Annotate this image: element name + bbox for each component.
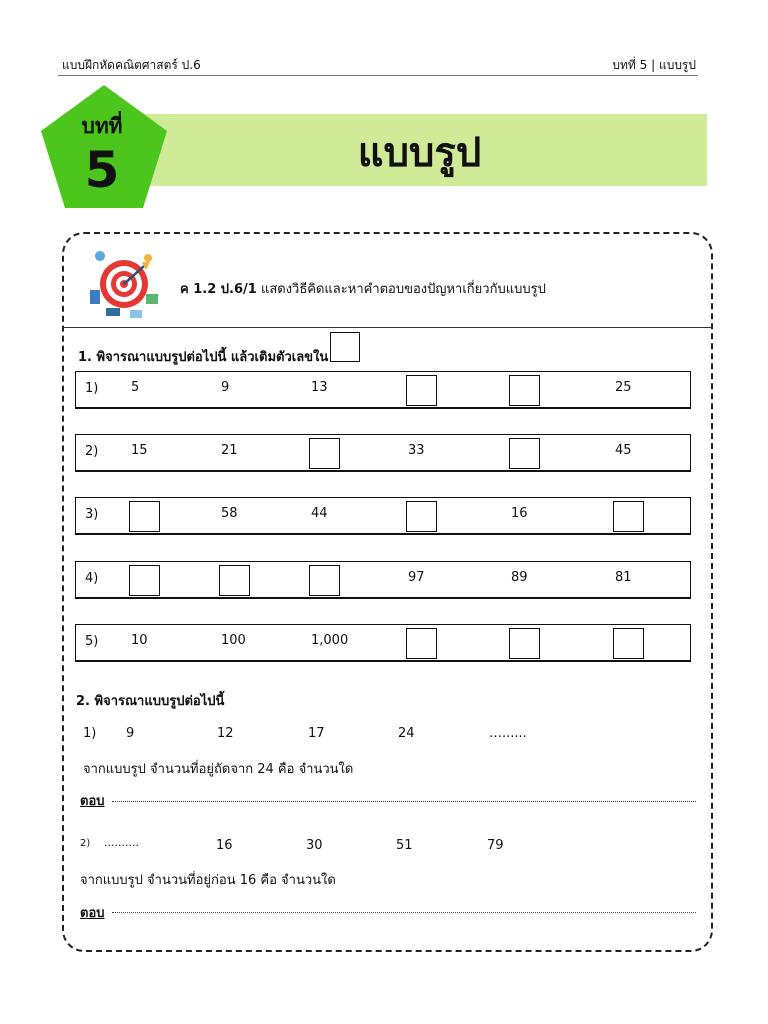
sequence-term: 5: [131, 380, 140, 395]
answer-box[interactable]: [406, 628, 437, 659]
sequence-term: 45: [615, 443, 632, 458]
row-label: 4): [85, 571, 99, 586]
q1-title: 1. พิจารณาแบบรูปต่อไปนี้ แล้วเติมตัวเลขใน: [78, 350, 329, 365]
sequence-term: 13: [311, 380, 328, 395]
sequence-term: 1,000: [311, 633, 349, 648]
answer-box[interactable]: [613, 628, 644, 659]
sequence-term: 16: [511, 506, 528, 521]
answer-box[interactable]: [406, 501, 437, 532]
q2-part2-label: 2): [80, 838, 91, 849]
q2-part2-term: 16: [216, 838, 233, 853]
answer-box[interactable]: [509, 438, 540, 469]
q2-part1-term: 24: [398, 726, 415, 741]
row-label: 2): [85, 444, 99, 459]
q2-part1-question: จากแบบรูป จำนวนที่อยู่ถัดจาก 24 คือ จำนวนใด: [83, 762, 354, 777]
sequence-term: 15: [131, 443, 148, 458]
q2-part2-term: ..........: [104, 836, 139, 849]
q2-part2-answer-line[interactable]: [112, 912, 696, 913]
answer-box[interactable]: [129, 565, 160, 596]
answer-box[interactable]: [406, 375, 437, 406]
pattern-row-4: [75, 561, 691, 599]
standard-text: แสดงวิธีคิดและหาคำตอบของปัญหาเกี่ยวกับแบบรูป: [256, 282, 546, 297]
sequence-term: 25: [615, 380, 632, 395]
sequence-term: 9: [221, 380, 230, 395]
pattern-row-5: [75, 624, 691, 662]
q2-part1-label: 1): [83, 726, 97, 741]
pattern-row-3: [75, 497, 691, 535]
q2-part1-answer-line[interactable]: [112, 801, 696, 802]
answer-box[interactable]: [509, 628, 540, 659]
header-right: บทที่ 5 | แบบรูป: [612, 58, 696, 72]
q2-part2-term: 79: [487, 838, 504, 853]
row-label: 1): [85, 381, 99, 396]
q2-part2-question: จากแบบรูป จำนวนที่อยู่ก่อน 16 คือ จำนวนใด: [80, 873, 336, 888]
q2-part1-term: 17: [308, 726, 325, 741]
header-left: แบบฝึกหัดคณิตศาสตร์ ป.6: [62, 58, 201, 72]
frame-divider: [62, 327, 713, 328]
q2-part1-term: …......: [489, 726, 527, 741]
sequence-term: 21: [221, 443, 238, 458]
q2-part1-answer-label: ตอบ: [80, 794, 105, 809]
answer-box[interactable]: [309, 565, 340, 596]
answer-box[interactable]: [219, 565, 250, 596]
sequence-term: 81: [615, 570, 632, 585]
sequence-term: 10: [131, 633, 148, 648]
sequence-term: 33: [408, 443, 425, 458]
q2-title: 2. พิจารณาแบบรูปต่อไปนี้: [76, 694, 225, 709]
q1-example-box: [330, 332, 360, 362]
answer-box[interactable]: [509, 375, 540, 406]
sequence-term: 100: [221, 633, 246, 648]
chapter-label: บทที่: [81, 114, 123, 138]
learning-standard: [180, 278, 546, 299]
sequence-term: 44: [311, 506, 328, 521]
sequence-term: 89: [511, 570, 528, 585]
q2-part1-term: 12: [217, 726, 234, 741]
q2-part1-term: 9: [126, 726, 135, 741]
chapter-title: แบบรูป: [357, 130, 482, 176]
sequence-term: 58: [221, 506, 238, 521]
pattern-row-1: [75, 371, 691, 409]
row-label: 3): [85, 507, 99, 522]
answer-box[interactable]: [129, 501, 160, 532]
target-icon: [86, 246, 162, 322]
answer-box[interactable]: [613, 501, 644, 532]
pattern-row-2: [75, 434, 691, 472]
q2-part2-term: 51: [396, 838, 413, 853]
standard-code: ค 1.2 ป.6/1: [180, 282, 257, 297]
q2-part2-answer-label: ตอบ: [80, 906, 105, 921]
q2-part2-term: 30: [306, 838, 323, 853]
row-label: 5): [85, 634, 99, 649]
answer-box[interactable]: [309, 438, 340, 469]
sequence-term: 97: [408, 570, 425, 585]
header-divider: [58, 75, 698, 76]
chapter-number: 5: [84, 141, 120, 199]
